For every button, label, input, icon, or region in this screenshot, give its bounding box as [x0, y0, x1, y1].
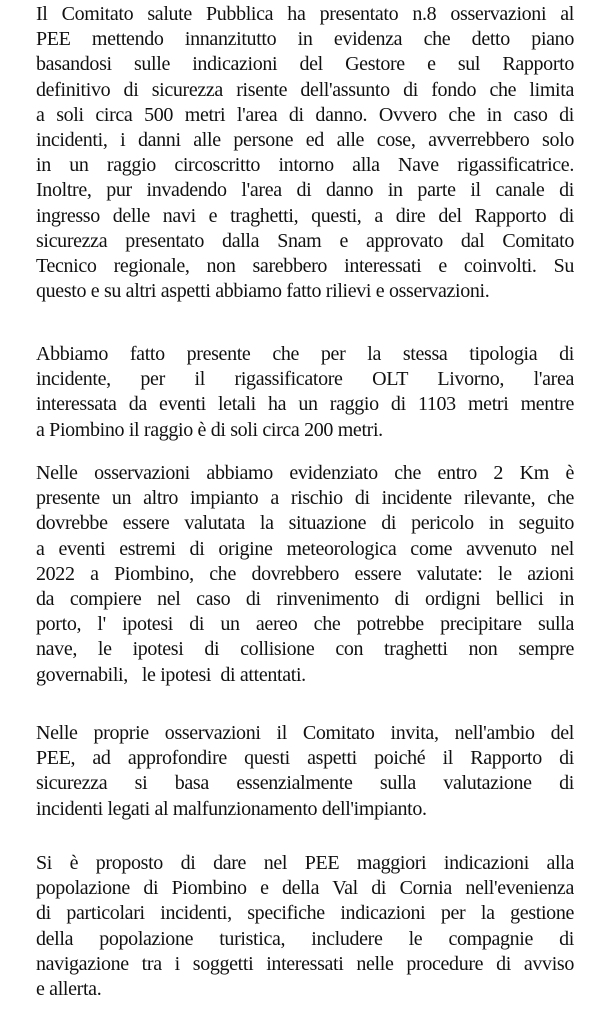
text-line: Inoltre, pur invadendo l'area di danno in parte il canale di	[36, 179, 574, 202]
text-line: Nelle osservazioni abbiamo evidenziato che entro 2 Km è	[36, 462, 574, 484]
text-line: in un raggio circoscritto intorno alla Nave rigassificatrice.	[36, 154, 574, 177]
paragraph-proposals	[36, 851, 574, 1002]
text-line: governabili, le ipotesi di attentati.	[36, 663, 306, 686]
text-line: incidenti, i danni alle persone ed alle cose, avverrebbero solo	[36, 128, 574, 151]
text-line: basandosi sulle indicazioni del Gestore e sul Rapporto	[36, 53, 574, 76]
text-line: porto, l' ipotesi di un aereo che potrebbe precipitare sulla	[36, 613, 574, 636]
text-line: Il Comitato salute Pubblica ha presentato n.8 osservazioni al	[36, 3, 574, 25]
text-line: interessata da eventi letali ha un raggio di 1103 metri mentre	[36, 393, 574, 416]
text-line: Tecnico regionale, non sarebbero interessati e coinvolti. Su	[36, 254, 574, 277]
text-line: da compiere nel caso di rinvenimento di ordigni bellici in	[36, 587, 574, 610]
text-line: di particolari incidenti, specifiche indicazioni per la gestione	[36, 902, 574, 925]
text-line: sicurezza si basa essenzialmente sulla valutazione di	[36, 772, 574, 795]
paragraph-risk-scenarios	[36, 461, 574, 688]
text-line: incidenti legati al malfunzionamento dell'impianto.	[36, 797, 427, 820]
text-line: popolazione di Piombino e della Val di Cornia nell'evenienza	[36, 877, 574, 900]
text-line: PEE mettendo innanzitutto in evidenza che detto piano	[36, 28, 574, 51]
text-line: Si è proposto di dare nel PEE maggiori indicazioni alla	[36, 852, 574, 874]
text-line: sicurezza presentato dalla Snam e approvato dal Comitato	[36, 229, 574, 252]
paragraph-observations-intro	[36, 2, 574, 304]
text-line: PEE, ad approfondire questi aspetti poiché il Rapporto di	[36, 747, 574, 770]
paragraph-livorno-comparison	[36, 342, 574, 443]
text-line: nave, le ipotesi di collisione con traghetti non sempre	[36, 638, 574, 661]
text-line: Nelle proprie osservazioni il Comitato invita, nell'ambio del	[36, 722, 574, 744]
text-line: questo e su altri aspetti abbiamo fatto rilievi e osservazioni.	[36, 280, 490, 303]
text-line: della popolazione turistica, includere le compagnie di	[36, 927, 574, 950]
paragraph-committee-invitation	[36, 721, 574, 822]
text-line: a soli circa 500 metri l'area di danno. Ovvero che in caso di	[36, 103, 574, 126]
text-line: a Piombino il raggio è di soli circa 200 metri.	[36, 418, 383, 441]
text-line: a eventi estremi di origine meteorologica come avvenuto nel	[36, 537, 574, 560]
text-line: dovrebbe essere valutata la situazione di pericolo in seguito	[36, 512, 574, 535]
text-line: Abbiamo fatto presente che per la stessa tipologia di	[36, 343, 574, 365]
text-line: ingresso delle navi e traghetti, questi, a dire del Rapporto di	[36, 204, 574, 227]
text-line: definitivo di sicurezza risente dell'assunto di fondo che limita	[36, 78, 574, 101]
text-line: presente un altro impianto a rischio di incidente rilevante, che	[36, 487, 574, 510]
text-line: incidente, per il rigassificatore OLT Livorno, l'area	[36, 368, 574, 391]
text-line: 2022 a Piombino, che dovrebbero essere valutate: le azioni	[36, 562, 574, 585]
text-line: navigazione tra i soggetti interessati nelle procedure di avviso	[36, 952, 574, 975]
text-line: e allerta.	[36, 977, 102, 1000]
